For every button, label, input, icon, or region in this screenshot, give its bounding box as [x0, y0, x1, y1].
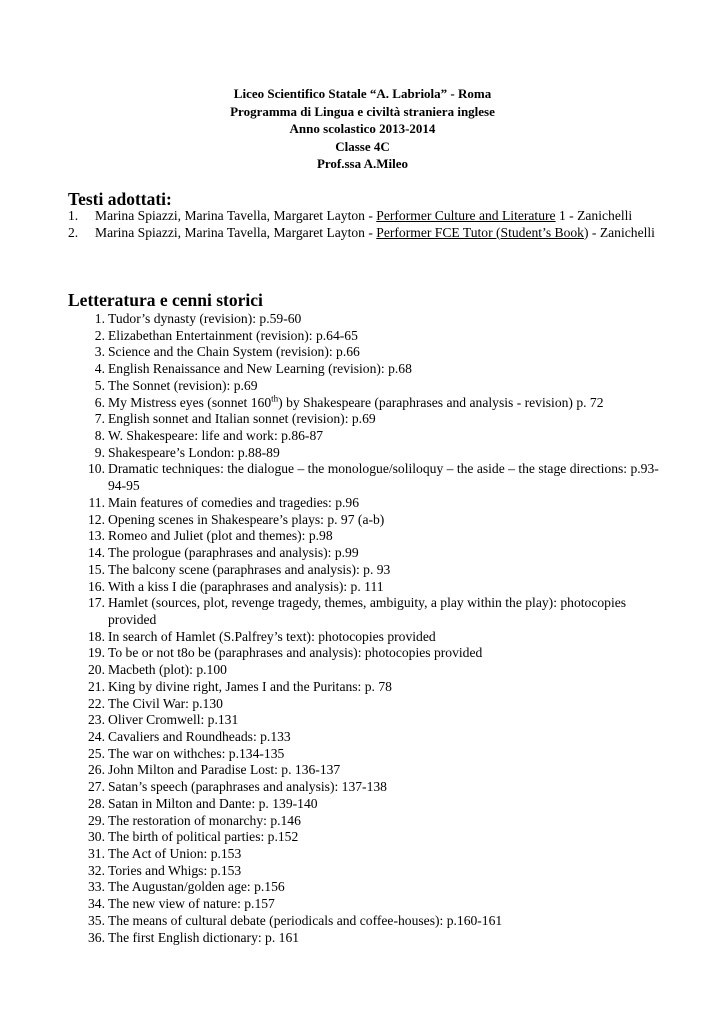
item-text: English Renaissance and New Learning (revision): p.68: [108, 361, 412, 377]
item-number: 33.: [88, 879, 105, 895]
item-text: The Sonnet (revision): p.69: [108, 377, 258, 393]
item-number: 22.: [88, 695, 105, 711]
class-name: Classe 4C: [335, 138, 390, 154]
item-number: 19.: [88, 645, 105, 661]
textbook-authors: Marina Spiazzi, Marina Tavella, Margaret Layton -: [95, 208, 377, 223]
item-superscript: th: [271, 393, 279, 404]
literature-item: [80, 411, 670, 428]
literature-item: [80, 344, 670, 361]
item-text: Hamlet (sources, plot, revenge tragedy, themes, ambiguity, a play within the play): photocopies provided: [108, 595, 627, 627]
literature-item: [80, 679, 670, 696]
literature-item: [80, 328, 670, 345]
literature-item: [80, 879, 670, 896]
school-year: Anno scolastico 2013-2014: [289, 121, 436, 136]
literature-item: [80, 595, 670, 628]
literature-item: [80, 645, 670, 662]
item-number: 31.: [88, 846, 105, 861]
item-number: 23.: [88, 712, 105, 728]
item-text: W. Shakespeare: life and work: p.86-87: [108, 428, 324, 444]
document-header: [0, 85, 725, 173]
textbooks-heading: Testi adottati:: [68, 189, 172, 209]
textbook-number: 2.: [68, 224, 79, 240]
literature-item: [80, 696, 670, 713]
item-number: 36.: [88, 929, 105, 945]
literature-item: [80, 378, 670, 395]
item-number: 32.: [88, 862, 105, 878]
item-text: To be or not t8o be (paraphrases and analysis): photocopies provided: [108, 645, 483, 661]
literature-item: [80, 579, 670, 596]
textbook-number: 1.: [68, 208, 79, 223]
item-number: 21.: [88, 678, 105, 694]
item-text: The birth of political parties: p.152: [108, 829, 299, 845]
item-text: Dramatic techniques: the dialogue – the monologue/soliloquy – the aside – the stage directions: p.93-94-95: [108, 461, 659, 494]
textbook-authors: Marina Spiazzi, Marina Tavella, Margaret Layton -: [95, 224, 377, 240]
item-text: The restoration of monarchy: p.146: [108, 812, 301, 828]
item-number: 30.: [88, 829, 105, 845]
literature-item: [80, 311, 670, 328]
item-number: 3.: [94, 344, 105, 360]
literature-item: [80, 461, 670, 494]
item-number: 9.: [94, 444, 105, 460]
literature-item: [80, 913, 670, 930]
literature-item: [80, 746, 670, 763]
literature-item: [80, 361, 670, 378]
textbook-title: Performer FCE Tutor (Student’s Book: [376, 224, 584, 240]
literature-item: [80, 495, 670, 512]
item-text: Elizabethan Entertainment (revision): p.64-65: [108, 327, 358, 343]
literature-item: [80, 545, 670, 562]
item-number: 17.: [88, 595, 105, 611]
literature-item: [80, 662, 670, 679]
literature-item: [80, 846, 670, 863]
item-text: The means of cultural debate (periodicals and coffee-houses): p.160-161: [108, 912, 503, 928]
item-text: The Civil War: p.130: [108, 695, 223, 711]
item-text: Cavaliers and Roundheads: p.133: [108, 728, 291, 744]
item-text: Romeo and Juliet (plot and themes): p.98: [108, 528, 333, 544]
literature-item: [80, 829, 670, 846]
school-name: Liceo Scientifico Statale “A. Labriola” - Roma: [233, 86, 492, 101]
item-text: Science and the Chain System (revision): p.66: [108, 344, 360, 360]
textbook-title: Performer Culture and Literature: [376, 208, 556, 223]
item-number: 1.: [94, 311, 105, 326]
item-text: English sonnet and Italian sonnet (revision): p.69: [108, 411, 376, 427]
textbook-item: [68, 225, 658, 242]
textbooks-list: [68, 208, 658, 241]
literature-heading: Letteratura e cenni storici: [68, 290, 263, 310]
textbook-item: [68, 208, 658, 225]
item-number: 26.: [88, 762, 105, 778]
item-number: 6.: [94, 394, 105, 410]
item-number: 5.: [94, 377, 105, 393]
item-number: 25.: [88, 745, 105, 761]
literature-item: [80, 796, 670, 813]
item-text: The Act of Union: p.153: [108, 846, 242, 861]
item-number: 16.: [88, 578, 105, 594]
literature-item: [80, 930, 670, 947]
literature-item: [80, 729, 670, 746]
item-number: 18.: [88, 628, 105, 644]
item-number: 4.: [94, 361, 105, 377]
item-text: The balcony scene (paraphrases and analysis): p. 93: [108, 561, 391, 577]
item-text: Satan’s speech (paraphrases and analysis): 137-138: [108, 779, 387, 795]
item-number: 27.: [88, 779, 105, 795]
literature-item: [80, 779, 670, 796]
literature-item: [80, 863, 670, 880]
item-text: Tories and Whigs: p.153: [108, 862, 242, 878]
item-text: The prologue (paraphrases and analysis): p.99: [108, 545, 359, 561]
item-text: The war on withches: p.134-135: [108, 745, 285, 761]
item-number: 10.: [88, 461, 105, 477]
item-number: 29.: [88, 812, 105, 828]
item-text: King by divine right, James I and the Puritans: p. 78: [108, 678, 392, 694]
literature-item: [80, 896, 670, 913]
item-text: The new view of nature: p.157: [108, 896, 275, 912]
item-number: 20.: [88, 662, 105, 678]
textbook-publisher: ) - Zanichelli: [583, 224, 655, 240]
item-text: Macbeth (plot): p.100: [108, 662, 227, 678]
literature-item: [80, 712, 670, 729]
teacher-name: Prof.ssa A.Mileo: [316, 156, 409, 171]
item-number: 11.: [88, 494, 105, 510]
item-number: 34.: [88, 896, 105, 912]
item-text: The Augustan/golden age: p.156: [108, 879, 285, 895]
item-text: With a kiss I die (paraphrases and analysis): p. 111: [108, 578, 384, 594]
literature-item: [80, 562, 670, 579]
item-number: 15.: [88, 561, 105, 577]
literature-item: [80, 395, 670, 412]
item-text: Main features of comedies and tragedies: p.96: [108, 494, 360, 510]
textbook-publisher: 1 - Zanichelli: [555, 208, 633, 223]
item-text: Oliver Cromwell: p.131: [108, 712, 239, 728]
item-text: Tudor’s dynasty (revision): p.59-60: [108, 311, 302, 326]
item-text: My Mistress eyes (sonnet 160: [108, 394, 272, 410]
literature-item: [80, 629, 670, 646]
item-number: 24.: [88, 728, 105, 744]
item-number: 14.: [88, 545, 105, 561]
item-text: Opening scenes in Shakespeare’s plays: p. 97 (a-b): [108, 511, 385, 527]
item-text: The first English dictionary: p. 161: [108, 929, 300, 945]
item-text-continued: ) by Shakespeare (paraphrases and analysis - revision) p. 72: [278, 394, 604, 410]
item-number: 28.: [88, 795, 105, 811]
literature-item: [80, 428, 670, 445]
item-number: 2.: [94, 327, 105, 343]
literature-item: [80, 512, 670, 529]
literature-item: [80, 813, 670, 830]
item-number: 8.: [94, 428, 105, 444]
literature-item: [80, 528, 670, 545]
item-text: In search of Hamlet (S.Palfrey’s text): photocopies provided: [108, 628, 436, 644]
item-text: John Milton and Paradise Lost: p. 136-137: [108, 762, 341, 778]
literature-list: [80, 311, 670, 946]
item-number: 13.: [88, 528, 105, 544]
program-title: Programma di Lingua e civiltà straniera inglese: [230, 103, 495, 119]
literature-item: [80, 762, 670, 779]
item-number: 7.: [94, 411, 105, 427]
item-text: Satan in Milton and Dante: p. 139-140: [108, 795, 318, 811]
item-number: 35.: [88, 912, 105, 928]
literature-item: [80, 445, 670, 462]
item-number: 12.: [88, 511, 105, 527]
item-text: Shakespeare’s London: p.88-89: [108, 444, 280, 460]
